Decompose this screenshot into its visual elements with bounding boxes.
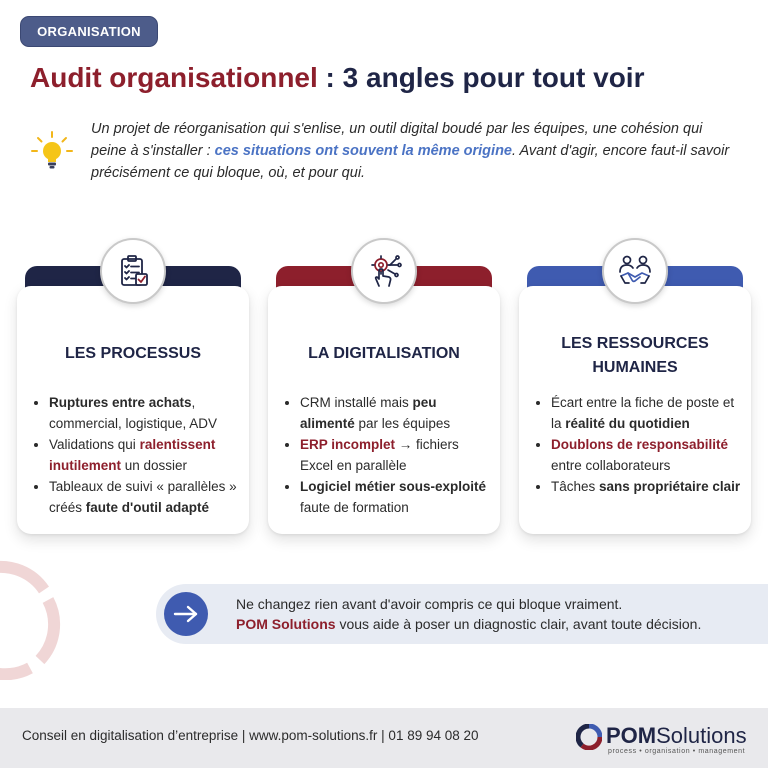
list-item: • Écart entre la fiche de poste et la réalité du quotidien (551, 392, 741, 434)
title-accent: Audit organisationnel (30, 62, 318, 93)
clipboard-checklist-icon (100, 238, 166, 304)
touch-gear-icon (351, 238, 417, 304)
list-item: • Tableaux de suivi « parallèles » créés faute d'outil adapté (49, 476, 239, 518)
logo-wordmark: POMSolutions (606, 723, 747, 748)
list-item: • Logiciel métier sous-exploité faute de formation (300, 476, 490, 518)
card-list (533, 392, 741, 497)
category-badge: ORGANISATION (20, 16, 158, 47)
page-title (30, 62, 644, 94)
card-list (282, 392, 490, 518)
callout-line-1: Ne changez rien avant d'avoir compris ce qui bloque vraiment. (236, 596, 623, 612)
intro-text-1: Un projet de réorganisation qui s'enlise, un outil digital boudé par les équipes, une cohésion qui peine à s'installer : (91, 121, 703, 159)
card-heading: LA DIGITALISATION (308, 345, 460, 362)
list-item: • Validations qui ralentissent inutilement un dossier (49, 434, 239, 476)
title-rest: : 3 angles pour tout voir (317, 62, 645, 93)
card-body (519, 286, 751, 534)
decorative-cycle-arc (0, 560, 80, 680)
logo-tagline: process • organisation • management (608, 748, 746, 755)
callout-line-2: POM Solutions vous aide à poser un diagnostic clair, avant toute décision. (236, 616, 702, 632)
intro-paragraph (91, 118, 741, 184)
team-handshake-icon (602, 238, 668, 304)
list-item: • ERP incomplet → fichiers Excel en parallèle (300, 434, 490, 476)
card-heading: LES PROCESSUS (64, 345, 202, 362)
footer (0, 708, 768, 768)
list-item: • CRM installé mais peu alimenté par les équipes (300, 392, 490, 434)
intro-text-2: . Avant d'agir, encore faut-il savoir précisément ce qui bloque, où, et pour qui. (91, 143, 730, 181)
arrow-right-icon (164, 592, 208, 636)
list-item: • Ruptures entre achats, commercial, logistique, ADV (49, 392, 239, 434)
list-item: • Doublons de responsabilité entre collaborateurs (551, 434, 741, 476)
company-logo (576, 722, 756, 758)
callout-banner (156, 584, 768, 644)
intro-highlight: ces situations ont souvent la même origine (214, 143, 512, 159)
logo-ring-icon (576, 724, 602, 750)
footer-contact-info: Conseil en digitalisation d’entreprise | www.pom-solutions.fr | 01 89 94 08 20 (22, 728, 479, 743)
card-body (17, 286, 249, 534)
lightbulb-icon (30, 130, 74, 174)
list-item: • Tâches sans propriétaire clair (551, 476, 741, 497)
card-body (268, 286, 500, 534)
card-heading: LES RESSOURCES HUMAINES (561, 335, 709, 376)
card-list (31, 392, 239, 518)
callout-text (236, 594, 701, 634)
